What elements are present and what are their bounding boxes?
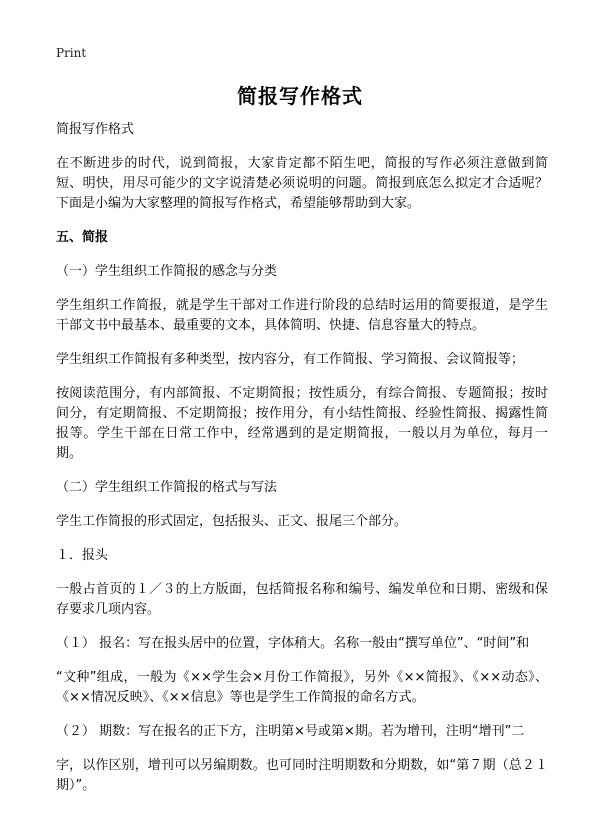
print-link[interactable]: Print xyxy=(56,46,87,60)
subsection-heading-2: （二）学生组织工作简报的格式与写法 xyxy=(56,480,278,495)
types-paragraph: 学生组织工作简报有多种类型，按内容分，有工作简报、学习简报、会议简报等； xyxy=(56,352,525,367)
issue-examples-paragraph: 字，以作区别，增刊可以另编期数。也可同时注明期数和分期数，如“第７期（总２１期）”。 xyxy=(56,758,548,793)
intro-label: 简报写作格式 xyxy=(56,122,135,137)
issue-rule-paragraph: （２） 期数：写在报名的正下方，注明第×号或第×期。若为增刊，注明“增刊”二 xyxy=(56,724,525,739)
name-rule-paragraph: （１） 报名：写在报头居中的位置，字体稍大。名称一般由“撰写单位”、“时间”和 xyxy=(56,636,530,651)
item-heading: １．报头 xyxy=(56,548,109,563)
name-examples-paragraph: “文种”组成，一般为《××学生会×月份工作简报》，另外《××简报》、《××动态》、《××情况反映》、《××信息》等也是学生工作简报的命名方式。 xyxy=(56,670,548,705)
intro-paragraph: 在不断进步的时代，说到简报，大家肯定都不陌生吧，简报的写作必须注意做到简短、明快，用尽可能少的文字说清楚必须说明的问题。简报到底怎么拟定才合适呢？下面是小编为大家整理的简报写作格式，希望能够帮助到大家。 xyxy=(56,156,548,211)
subsection-heading-1: （一）学生组织工作简报的感念与分类 xyxy=(56,264,278,279)
format-paragraph: 学生工作简报的形式固定，包括报头、正文、报尾三个部分。 xyxy=(56,514,408,529)
header-description: 一般占首页的１／３的上方版面，包括简报名称和编号、编发单位和日期、密级和保存要求几项内容。 xyxy=(56,582,548,617)
definition-paragraph: 学生组织工作简报，就是学生干部对工作进行阶段的总结时运用的简要报道，是学生干部文书中最基本、最重要的文本，具体简明、快捷、信息容量大的特点。 xyxy=(56,298,548,333)
document-body xyxy=(56,120,548,810)
section-heading: 五、简报 xyxy=(56,230,109,245)
classification-paragraph: 按阅读范围分，有内部简报、不定期简报；按性质分，有综合简报、专题简报；按时间分，有定期简报、不定期简报；按作用分，有小结性简报、经验性简报、揭露性简报等。学生干部在日常工作中，经常遇到的是定期简报，一般以月为单位，每月一期。 xyxy=(56,386,548,461)
document-title: 简报写作格式 xyxy=(237,84,363,108)
